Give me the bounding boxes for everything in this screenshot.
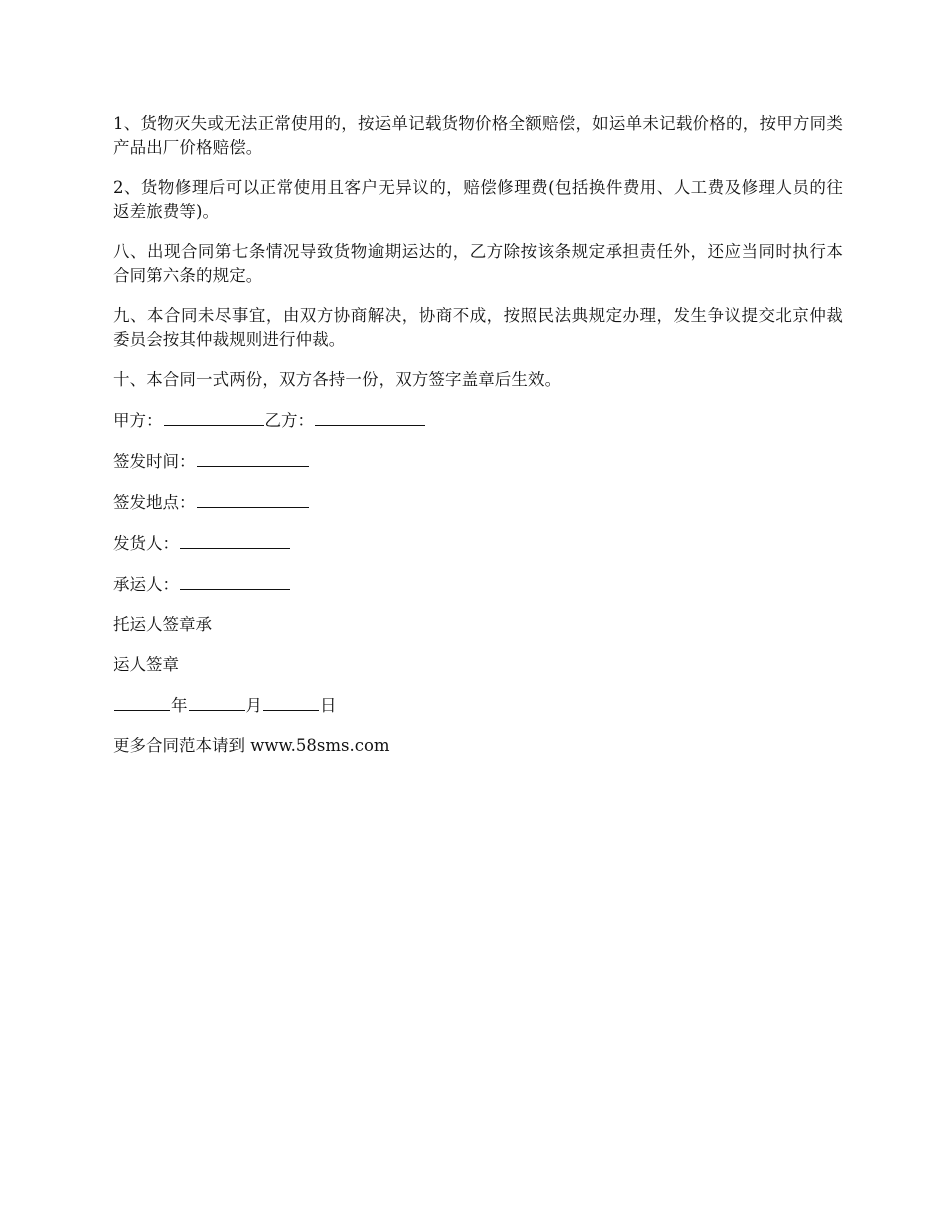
date-line [113,693,843,718]
month-blank [189,693,245,711]
day-blank [263,693,319,711]
carrier-seal-line: 运人签章 [113,655,179,674]
clause-1-compensation-loss: 1、货物灭失或无法正常使用的，按运单记载货物价格全额赔偿，如运单未记载价格的，按甲方同类产品出厂价格赔偿。 [113,114,843,157]
month-label: 月 [245,696,262,715]
carrier-label: 承运人： [113,575,179,594]
party-a-label: 甲方： [113,411,163,430]
carrier-line [113,572,843,597]
day-label: 日 [320,696,337,715]
year-label: 年 [171,696,188,715]
consignor-seal-line: 托运人签章承 [113,615,212,634]
document-body [113,112,843,774]
issue-time-blank [197,449,309,467]
shipper-label: 发货人： [113,534,179,553]
year-blank [114,693,170,711]
clause-9-dispute-resolution: 九、本合同未尽事宜，由双方协商解决，协商不成，按照民法典规定办理，发生争议提交北京仲裁委员会按其仲裁规则进行仲裁。 [113,306,843,349]
issue-time-label: 签发时间： [113,452,196,471]
party-signature-line [113,408,843,433]
carrier-blank [180,572,290,590]
party-a-blank [164,408,264,426]
party-b-blank [315,408,425,426]
party-b-label: 乙方： [264,411,314,430]
footer-more-contracts: 更多合同范本请到 www.58sms.com [113,736,390,755]
shipper-line [113,531,843,556]
clause-10-copies: 十、本合同一式两份，双方各持一份，双方签字盖章后生效。 [113,370,562,389]
issue-place-line [113,490,843,515]
clause-2-compensation-repair: 2、货物修理后可以正常使用且客户无异议的，赔偿修理费(包括换件费用、人工费及修理人员的往返差旅费等)。 [113,178,843,221]
shipper-blank [180,531,290,549]
issue-place-label: 签发地点： [113,493,196,512]
issue-time-line [113,449,843,474]
issue-place-blank [197,490,309,508]
clause-8-overdue-delivery: 八、出现合同第七条情况导致货物逾期运达的，乙方除按该条规定承担责任外，还应当同时执行本合同第六条的规定。 [113,242,843,285]
